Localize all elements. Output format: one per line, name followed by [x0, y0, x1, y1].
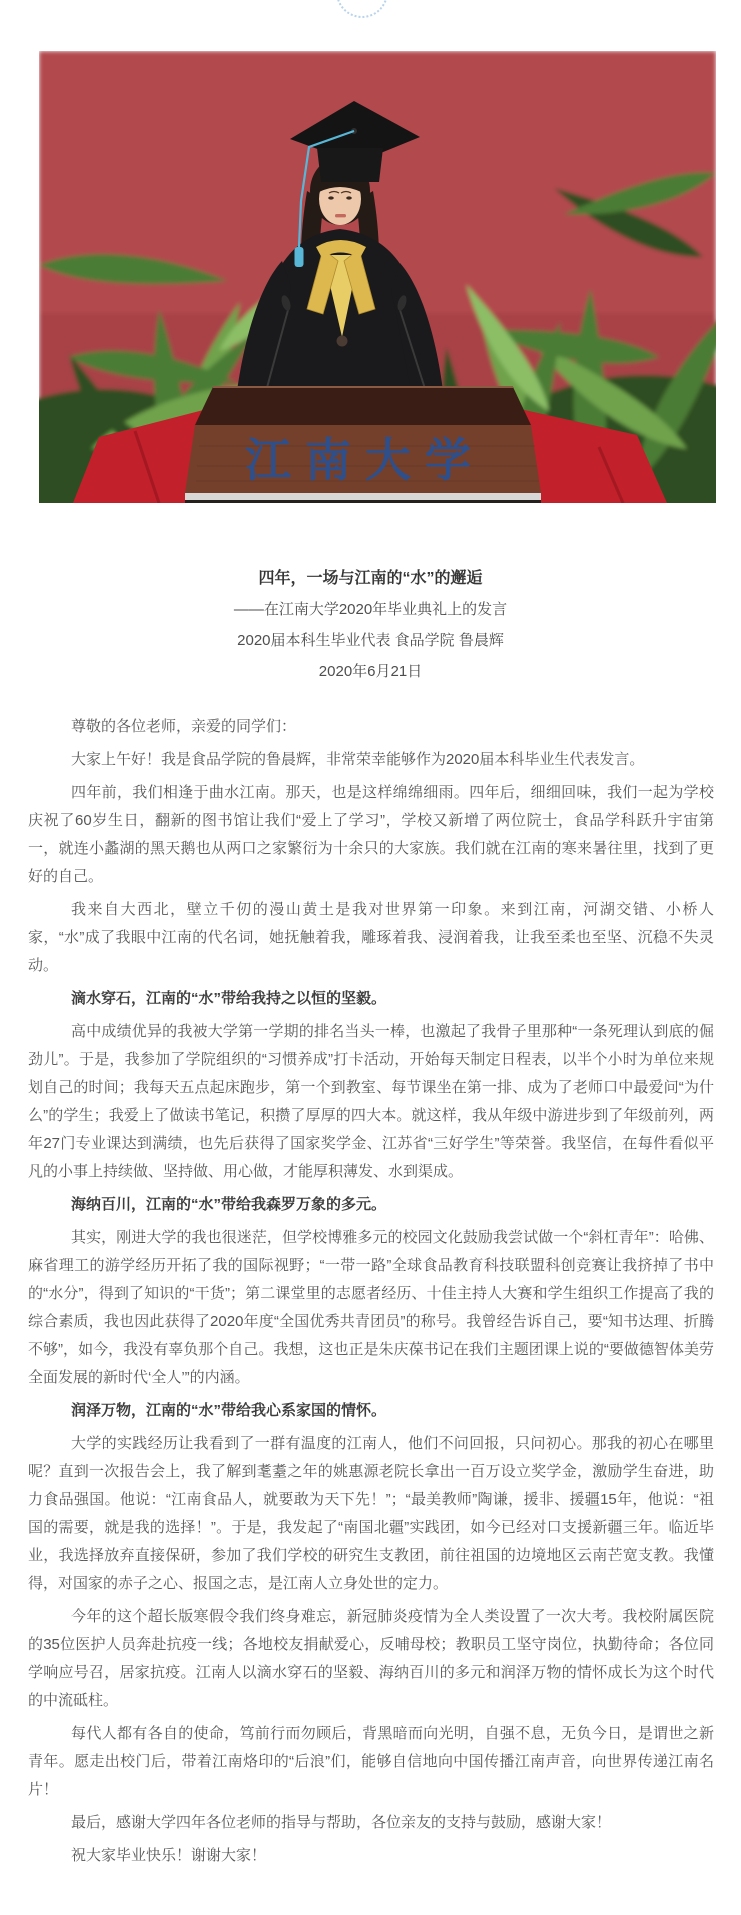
mouth: [335, 214, 346, 217]
lectern-top: [195, 387, 531, 425]
paragraph: 最后，感谢大学四年各位老师的指导与帮助，各位亲友的支持与鼓励，感谢大家！: [71, 1814, 612, 1831]
paragraph: 大学的实践经历让我看到了一群有温度的江南人，他们不问回报，只问初心。那我的初心在哪里呢？直到一次报告会上，我了解到耄耋之年的姚惠源老院长拿出一百万设立奖学金，激励学生奋进，助力食品强国。他说：“江南食品人，就要敢为天下先！”；“最美教师”陶谦，援非、援疆15年，他说：“祖国的需要，就是我的选择！”。于是，我发起了“南国北疆”实践团，如今已经对口支援新疆三年。临近毕业，我选择放弃直接保研，参加了我们学校的研究生支教团，前往祖国的边境地区云南芒宽支教。我懂得，对国家的赤子之心、报国之志，是江南人立身处世的定力。: [28, 1435, 714, 1592]
paragraph: 其实，刚进大学的我也很迷茫，但学校博雅多元的校园文化鼓励我尝试做一个“斜杠青年”：哈佛、麻省理工的游学经历开拓了我的国际视野；“一带一路”全球食品教育科技联盟科创竞赛让我挤掉了书中的“水分”，得到了知识的“干货”；第二课堂里的志愿者经历、十佳主持人大赛和学生组织工作提高了我的综合素质，我也因此获得了2020年度“全国优秀共青团员”的称号。我曾经告诉自己，要“知书达理、折腾不够”，如今，我没有辜负那个自己。我想，这也正是朱庆葆书记在我们主题团课上说的“要做德智体美劳全面发展的新时代‘全人’”的内涵。: [28, 1229, 714, 1386]
paragraph: 高中成绩优异的我被大学第一学期的排名当头一棒，也激起了我骨子里那种“一条死理认到底的倔劲儿”。于是，我参加了学院组织的“习惯养成”打卡活动，开始每天制定日程表，以半个小时为单位来规划自己的时间；我每天五点起床跑步，第一个到教室、每节课坐在第一排、成为了老师口中最爱问“为什么”的学生；我爱上了做读书笔记，积攒了厚厚的四大本。就这样，我从年级中游进步到了年级前列，两年27门专业课达到满绩，也先后获得了国家奖学金、江苏省“三好学生”等荣誉。我坚信，在每件看似平凡的小事上持续做、坚持做、用心做，才能厚积薄发、水到渠成。: [28, 1023, 714, 1180]
section-heading: 润泽万物，江南的“水”带给我心系家国的情怀。: [71, 1402, 387, 1419]
cap-crown: [317, 148, 383, 182]
graduation-photo: [39, 51, 716, 503]
eye-right: [346, 196, 352, 199]
article-byline: 2020届本科生毕业代表 食品学院 鲁晨辉: [237, 632, 504, 649]
eye-left: [328, 196, 334, 199]
paragraph: 祝大家毕业快乐！谢谢大家！: [71, 1847, 267, 1864]
podium-strip: [185, 493, 541, 500]
section-heading: 滴水穿石，江南的“水”带给我持之以恒的坚毅。: [71, 990, 387, 1007]
section-heading: 海纳百川，江南的“水”带给我森罗万象的多元。: [71, 1196, 387, 1213]
article-title: 四年，一场与江南的“水”的邂逅: [258, 570, 483, 587]
article-body: [0, 713, 741, 1915]
article-header: [0, 563, 741, 687]
paragraph: 今年的这个超长版寒假令我们终身难忘，新冠肺炎疫情为全人类设置了一次大考。我校附属医院的35位医护人员奔赴抗疫一线；各地校友捐献爱心，反哺母校；教职员工坚守岗位，执勤待命；各位同学响应号召，居家抗疫。江南人以滴水穿石的坚毅、海纳百川的多元和润泽万物的情怀成长为这个时代的中流砥柱。: [28, 1608, 714, 1709]
paragraph: 尊敬的各位老师，亲爱的同学们：: [71, 718, 297, 735]
loading-spinner-arc: [336, 0, 388, 18]
article-date: 2020年6月21日: [318, 663, 423, 680]
podium-base: [185, 500, 541, 503]
paragraph: 我来自大西北，壁立千仞的漫山黄土是我对世界第一印象。来到江南，河湖交错、小桥人家，“水”成了我眼中江南的代名词，她抚触着我，雕琢着我、浸润着我，让我至柔也至坚、沉稳不失灵动。: [28, 901, 714, 974]
robe-knot: [337, 336, 348, 347]
article-subtitle: ——在江南大学2020年毕业典礼上的发言: [233, 601, 508, 618]
paragraph: 每代人都有各自的使命，笃前行而勿顾后，背黑暗而向光明，自强不息，无负今日，是谓世之新青年。愿走出校门后，带着江南烙印的“后浪”们，能够自信地向中国传播江南声音，向世界传递江南名片！: [28, 1725, 714, 1798]
paragraph: 大家上午好！我是食品学院的鲁晨辉，非常荣幸能够作为2020届本科毕业生代表发言。: [71, 751, 645, 768]
podium-title-text: 江南大学: [245, 433, 485, 487]
tassel-tip: [295, 247, 304, 267]
graduation-photo-canvas: [39, 51, 716, 503]
paragraph: 四年前，我们相逢于曲水江南。那天，也是这样绵绵细雨。四年后，细细回味，我们一起为学校庆祝了60岁生日，翻新的图书馆让我们“爱上了学习”，学校又新增了两位院士，食品学科跃升宇宙第一，就连小蠡湖的黑天鹅也从两口之家繁衍为十余只的大家族。我们就在江南的寒来暑往里，找到了更好的自己。: [28, 784, 714, 885]
